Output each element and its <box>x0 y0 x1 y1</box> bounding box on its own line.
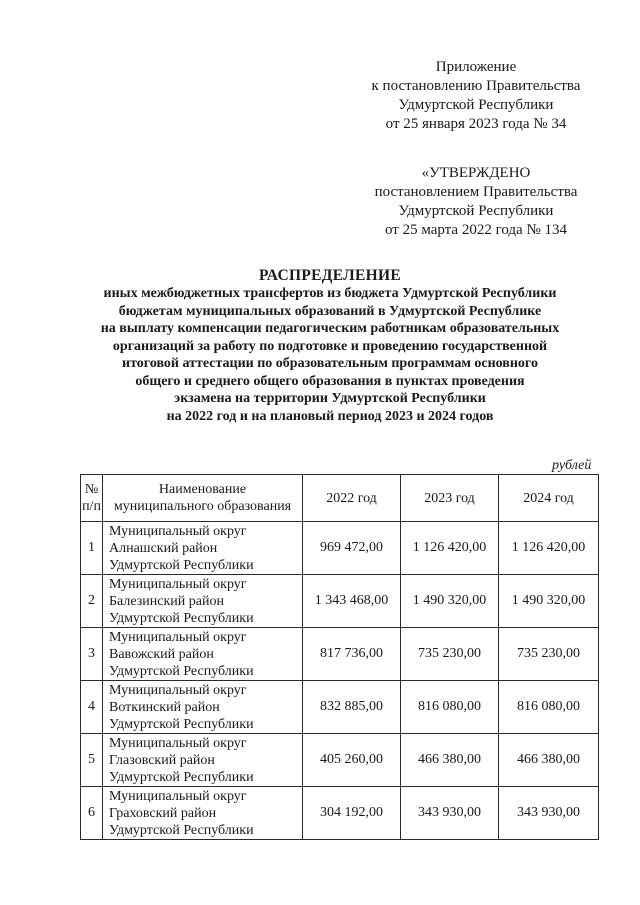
name-line: Удмуртской Республики <box>109 557 254 573</box>
name-line: Муниципальный округ <box>109 682 247 698</box>
row-number: 1 <box>81 522 103 575</box>
table-row <box>81 787 599 840</box>
name-line: Вавожский район <box>109 646 214 662</box>
value-2022: 969 472,00 <box>303 522 401 575</box>
municipality-name <box>103 681 303 734</box>
name-line: Удмуртской Республики <box>109 769 254 785</box>
table-row <box>81 681 599 734</box>
approval-line: «УТВЕРЖДЕНО <box>421 165 531 181</box>
value-2024: 1 126 420,00 <box>499 522 599 575</box>
appendix-line: к постановлению Правительства <box>371 78 581 94</box>
value-2022: 304 192,00 <box>303 787 401 840</box>
distribution-table <box>80 474 599 840</box>
subtitle-line: организаций за работу по подготовке и проведению государственной <box>112 338 548 354</box>
name-line: Муниципальный округ <box>109 523 247 539</box>
subtitle-line: итоговой аттестации по образовательным программам основного <box>122 356 538 371</box>
row-number: 2 <box>81 575 103 628</box>
header-num-line1: № <box>84 482 99 497</box>
approval-line: постановлением Правительства <box>374 184 578 200</box>
approval-line: Удмуртской Республики <box>398 203 554 219</box>
name-line: Алнашский район <box>109 540 218 556</box>
municipality-name <box>103 734 303 787</box>
header-name-line2: муниципального образования <box>113 499 292 514</box>
header-2023: 2023 год <box>401 475 499 522</box>
table-row <box>81 522 599 575</box>
header-name <box>103 475 303 522</box>
value-2024: 466 380,00 <box>499 734 599 787</box>
value-2022: 832 885,00 <box>303 681 401 734</box>
header-num <box>81 475 103 522</box>
distribution-table-wrapper <box>80 474 599 840</box>
header-name-line1: Наименование <box>158 482 247 497</box>
name-line: Воткинский район <box>109 699 220 715</box>
value-2024: 816 080,00 <box>499 681 599 734</box>
appendix-line: Удмуртской Республики <box>398 97 554 113</box>
appendix-line: Приложение <box>435 59 517 75</box>
value-2022: 1 343 468,00 <box>303 575 401 628</box>
municipality-name <box>103 522 303 575</box>
header-num-line2: п/п <box>82 499 101 514</box>
name-line: Муниципальный округ <box>109 629 247 645</box>
value-2024: 735 230,00 <box>499 628 599 681</box>
approval-line: от 25 марта 2022 года № 134 <box>384 222 568 238</box>
name-line: Удмуртской Республики <box>109 663 254 679</box>
name-line: Муниципальный округ <box>109 576 247 592</box>
value-2023: 343 930,00 <box>401 787 499 840</box>
units-label: рублей <box>552 458 592 473</box>
value-2024: 1 490 320,00 <box>499 575 599 628</box>
value-2022: 405 260,00 <box>303 734 401 787</box>
name-line: Удмуртской Республики <box>109 716 254 732</box>
header-2024: 2024 год <box>499 475 599 522</box>
value-2023: 466 380,00 <box>401 734 499 787</box>
subtitle-line: бюджетам муниципальных образований в Удмуртской Республике <box>118 303 542 319</box>
subtitle-line: общего и среднего общего образования в пунктах проведения <box>135 373 525 389</box>
name-line: Муниципальный округ <box>109 788 247 804</box>
subtitle-line: экзамена на территории Удмуртской Республики <box>174 391 486 406</box>
subtitle-line: на выплату компенсации педагогическим работникам образовательных <box>100 321 560 336</box>
header-2022: 2022 год <box>303 475 401 522</box>
document-title: РАСПРЕДЕЛЕНИЕ <box>259 267 401 284</box>
value-2022: 817 736,00 <box>303 628 401 681</box>
municipality-name <box>103 787 303 840</box>
value-2023: 735 230,00 <box>401 628 499 681</box>
name-line: Балезинский район <box>109 593 224 609</box>
row-number: 4 <box>81 681 103 734</box>
municipality-name <box>103 628 303 681</box>
table-header-row <box>81 475 599 522</box>
name-line: Удмуртской Республики <box>109 822 254 838</box>
row-number: 3 <box>81 628 103 681</box>
value-2023: 1 490 320,00 <box>401 575 499 628</box>
table-row <box>81 734 599 787</box>
row-number: 6 <box>81 787 103 840</box>
table-row <box>81 628 599 681</box>
table-row <box>81 575 599 628</box>
value-2024: 343 930,00 <box>499 787 599 840</box>
value-2023: 816 080,00 <box>401 681 499 734</box>
name-line: Удмуртской Республики <box>109 610 254 626</box>
name-line: Муниципальный округ <box>109 735 247 751</box>
subtitle-line: на 2022 год и на плановый период 2023 и 2024 годов <box>166 408 494 424</box>
row-number: 5 <box>81 734 103 787</box>
appendix-reference <box>340 58 612 134</box>
subtitle-line: иных межбюджетных трансфертов из бюджета Удмуртской Республики <box>103 286 557 301</box>
value-2023: 1 126 420,00 <box>401 522 499 575</box>
municipality-name <box>103 575 303 628</box>
appendix-line: от 25 января 2023 года № 34 <box>385 116 567 132</box>
document-heading <box>20 266 640 425</box>
name-line: Глазовский район <box>109 752 215 768</box>
name-line: Граховский район <box>109 805 217 821</box>
approval-stamp <box>340 164 612 240</box>
